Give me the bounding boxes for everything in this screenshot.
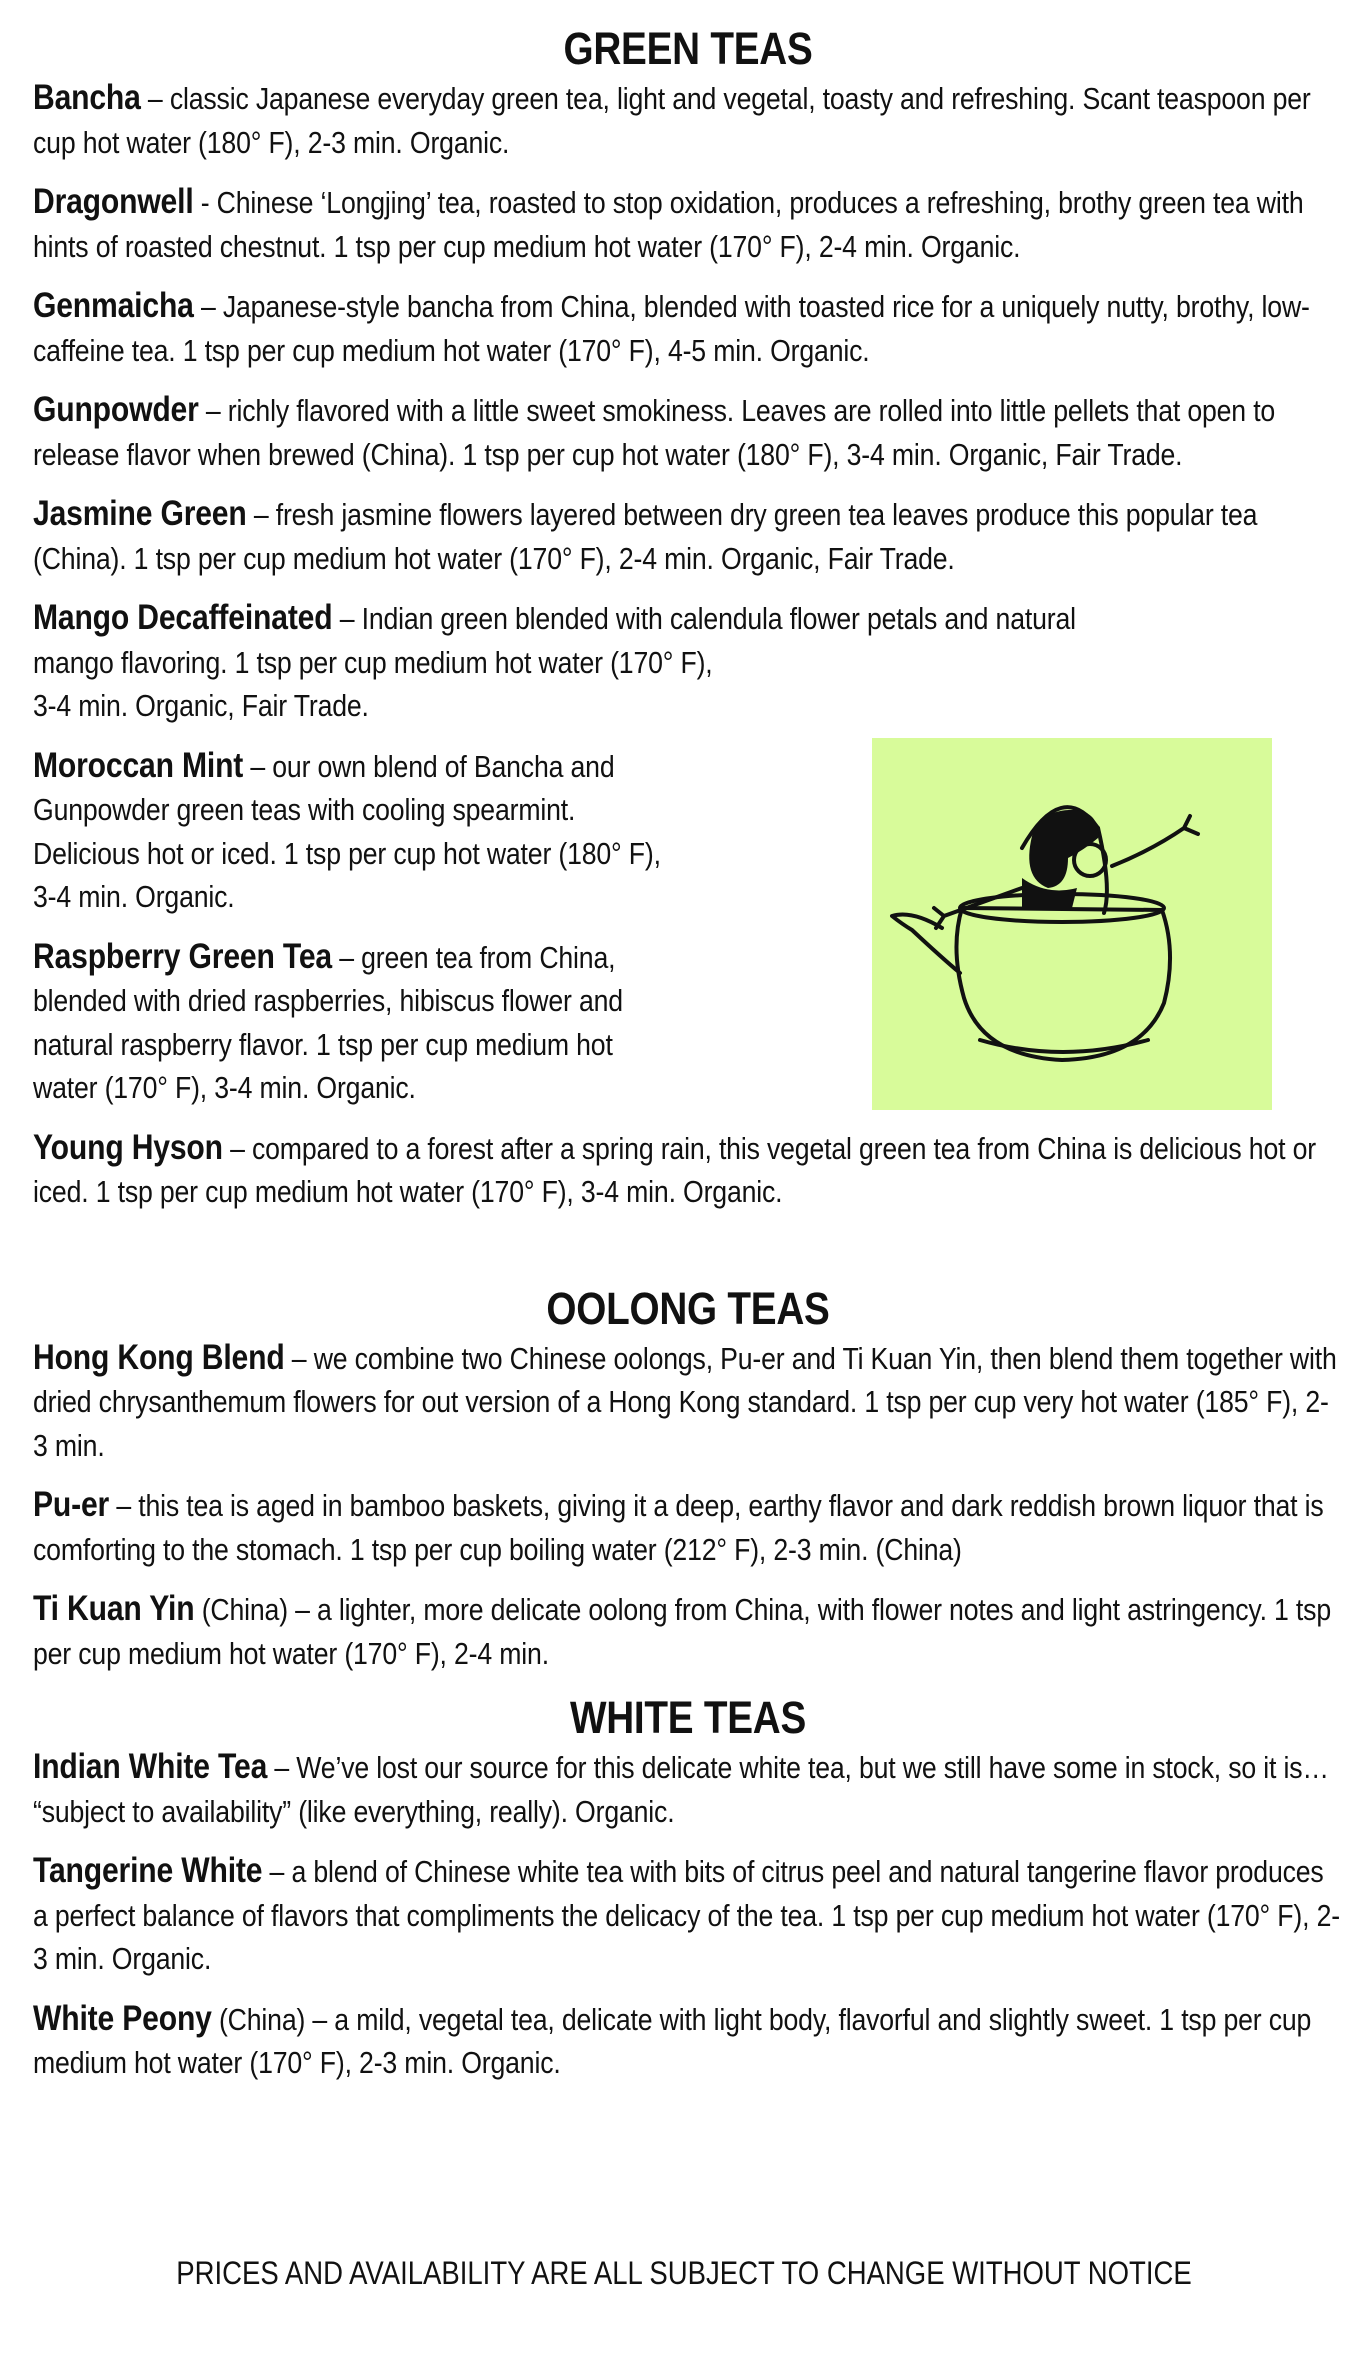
tea-name: Dragonwell	[33, 182, 194, 221]
tea-entry-dragonwell	[33, 180, 1343, 268]
tea-description: – a blend of Chinese white tea with bits of citrus peel and natural tangerine flavor produces a perfect balance of flavors that compliments the delicacy of the tea. 1 tsp per cup medium hot water (170° F), 2-3 min. Organic.	[33, 1854, 1340, 1976]
tea-name: Moroccan Mint	[33, 745, 244, 785]
tea-name: Tangerine White	[33, 1851, 263, 1890]
tea-entry-tangerine-white	[33, 1849, 1343, 1981]
tea-description: – richly flavored with a little sweet smokiness. Leaves are rolled into little pellets that open to release flavor when brewed (China). 1 tsp per cup hot water (180° F), 3-4 min. Organic, Fair Trade.	[33, 393, 1276, 472]
teapot-figure-icon	[872, 738, 1272, 1110]
tea-entry-genmaicha	[33, 284, 1343, 372]
tea-name: White Peony	[33, 1998, 212, 2038]
tea-description: - Chinese ‘Longjing’ tea, roasted to stop oxidation, produces a refreshing, brothy green tea with hints of roasted chestnut. 1 tsp per cup medium hot water (170° F), 2-4 min. Organic.	[33, 185, 1304, 264]
tea-name: Pu-er	[33, 1485, 110, 1524]
tea-entry-jasmine-green	[33, 492, 1343, 580]
tea-name: Mango Decaffeinated	[33, 598, 333, 637]
green-teas-title: GREEN TEAS	[563, 23, 813, 74]
tea-description-line-2: mango flavoring. 1 tsp per cup medium hot water (170° F),	[33, 644, 713, 680]
tea-description: – Indian green blended with calendula flower petals and natural	[332, 601, 1076, 636]
tea-entry-hong-kong-blend	[33, 1336, 1343, 1468]
tea-description: – green tea from China, blended with dried raspberries, hibiscus flower and natural raspberry flavor. 1 tsp per cup medium hot water (170° F), 3-4 min. Organic.	[33, 939, 623, 1105]
tea-entry-gunpowder	[33, 388, 1343, 476]
tea-description: – this tea is aged in bamboo baskets, giving it a deep, earthy flavor and dark reddish brown liquor that is comforting to the stomach. 1 tsp per cup boiling water (212° F), 2-3 min. (China)	[33, 1488, 1324, 1567]
tea-entry-bancha	[33, 76, 1343, 164]
tea-name: Young Hyson	[33, 1127, 223, 1167]
tea-description: (China) – a lighter, more delicate oolong from China, with flower notes and light astringency. 1 tsp per cup medium hot water (170° F), 2-4 min.	[33, 1592, 1331, 1671]
availability-notice: PRICES AND AVAILABILITY ARE ALL SUBJECT TO CHANGE WITHOUT NOTICE	[176, 2255, 1192, 2291]
tea-name: Bancha	[33, 78, 141, 117]
tea-description: – fresh jasmine flowers layered between dry green tea leaves produce this popular tea (China). 1 tsp per cup medium hot water (170° F), 2-4 min. Organic, Fair Trade.	[33, 497, 1258, 576]
oolong-teas-title: OOLONG TEAS	[546, 1282, 830, 1334]
tea-description-line-3: 3-4 min. Organic, Fair Trade.	[33, 688, 369, 723]
tea-description: – our own blend of Bancha and Gunpowder green teas with cooling spearmint. Delicious hot or iced. 1 tsp per cup hot water (180° F), 3-4 min. Organic.	[33, 748, 661, 914]
tea-name: Ti Kuan Yin	[33, 1589, 195, 1628]
tea-description: (China) – a mild, vegetal tea, delicate with light body, flavorful and slightly sweet. 1 tsp per cup medium hot water (170° F), 2-3 min. Organic.	[33, 2001, 1312, 2080]
tea-entry-moroccan-mint	[33, 744, 663, 919]
tea-description: – Japanese-style bancha from China, blended with toasted rice for a uniquely nutty, brothy, low-caffeine tea. 1 tsp per cup medium hot water (170° F), 4-5 min. Organic.	[33, 289, 1310, 368]
tea-description: – compared to a forest after a spring rain, this vegetal green tea from China is delicious hot or iced. 1 tsp per cup medium hot water (170° F), 3-4 min. Organic.	[33, 1130, 1316, 1209]
tea-description: – We’ve lost our source for this delicate white tea, but we still have some in stock, so it is… “subject to availability” (like everything, really). Organic.	[33, 1750, 1329, 1829]
tea-entry-mango-decaffeinated	[33, 596, 1343, 728]
tea-entry-raspberry-green	[33, 935, 663, 1110]
tea-name: Raspberry Green Tea	[33, 936, 332, 976]
tea-name: Indian White Tea	[33, 1747, 268, 1786]
tea-entry-ti-kuan-yin	[33, 1587, 1343, 1675]
tea-name: Gunpowder	[33, 390, 199, 429]
tea-name: Hong Kong Blend	[33, 1337, 285, 1377]
tea-entry-indian-white	[33, 1745, 1343, 1833]
tea-entry-young-hyson	[33, 1126, 1343, 1214]
tea-name: Jasmine Green	[33, 494, 247, 533]
tea-description: – we combine two Chinese oolongs, Pu-er and Ti Kuan Yin, then blend them together with dried chrysanthemum flowers for out version of a Hong Kong standard. 1 tsp per cup very hot water (185° F), 2-3 min.	[33, 1340, 1337, 1463]
tea-name: Genmaicha	[33, 286, 194, 325]
tea-entry-pu-er	[33, 1483, 1343, 1571]
tea-entry-white-peony	[33, 1997, 1343, 2085]
tea-description: – classic Japanese everyday green tea, light and vegetal, toasty and refreshing. Scant teaspoon per cup hot water (180° F), 2-3 min. Organic.	[33, 81, 1311, 160]
teapot-illustration	[872, 738, 1272, 1110]
narrow-column	[33, 744, 663, 1110]
white-teas-title: WHITE TEAS	[569, 1692, 807, 1743]
